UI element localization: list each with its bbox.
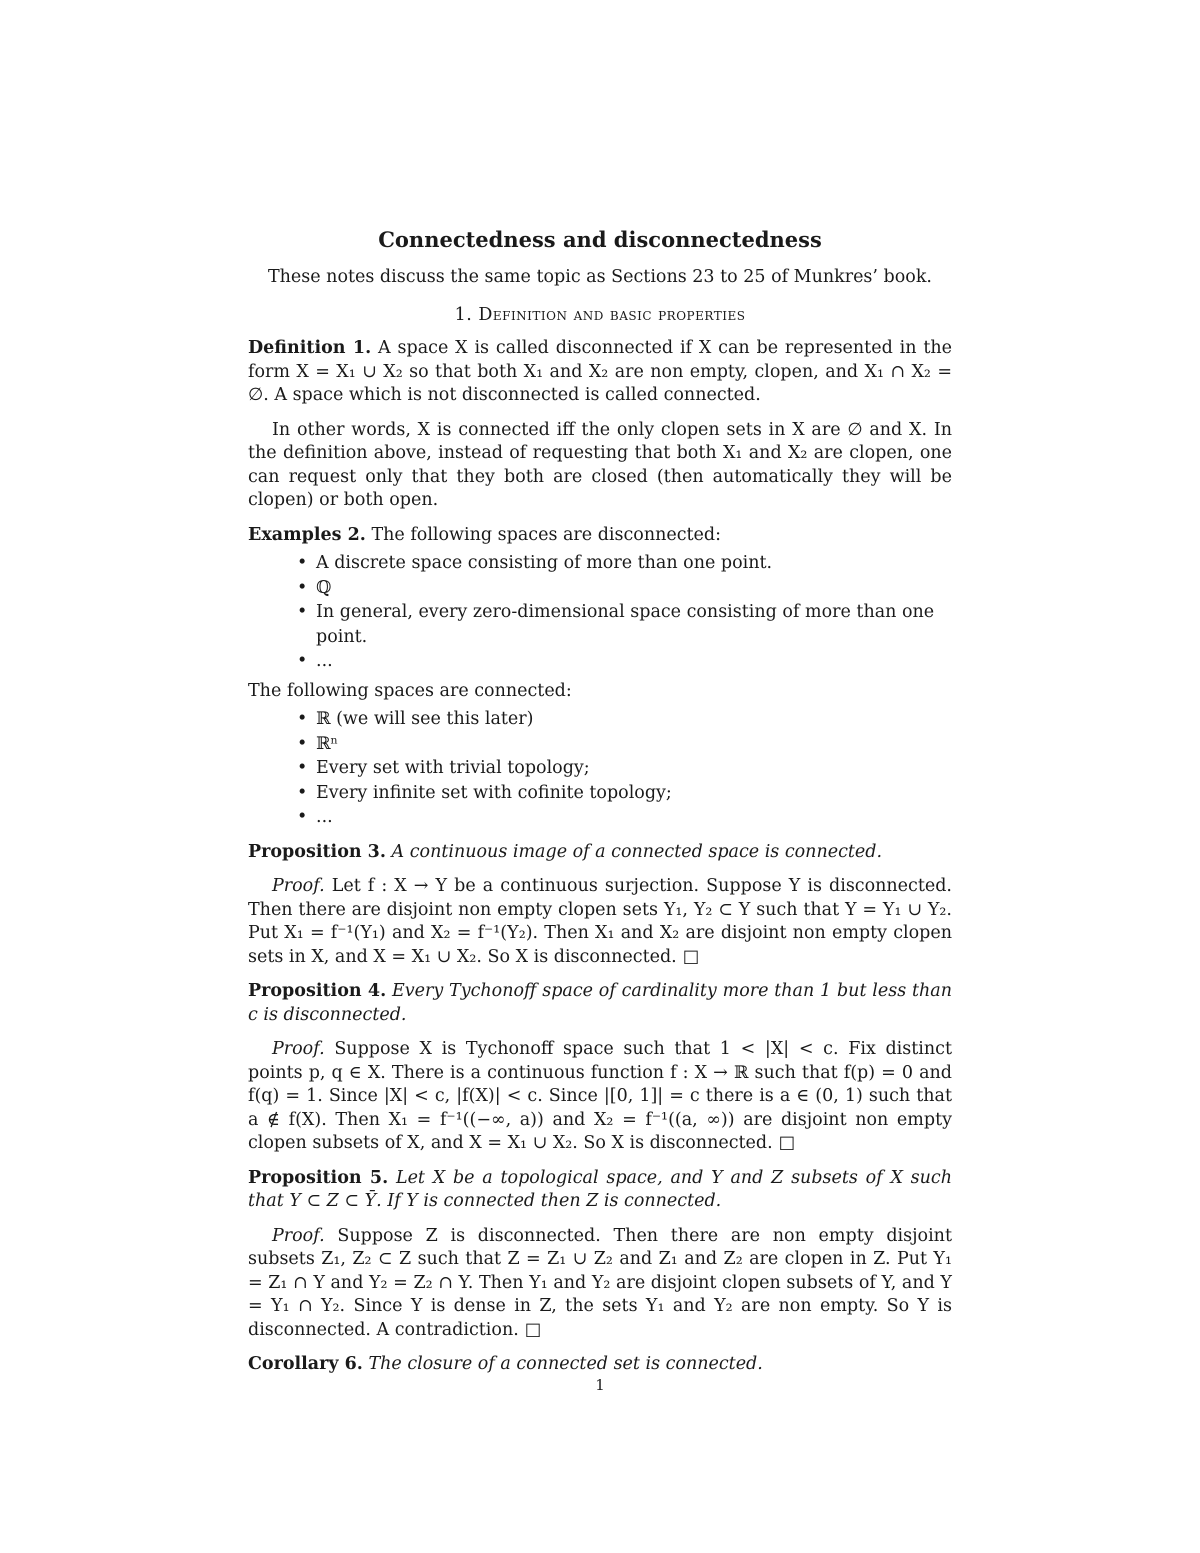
proposition-3 [248,841,952,865]
proposition-5 [248,1167,952,1214]
proof-5 [248,1225,952,1343]
list-item: • Every set with trivial topology; [316,756,952,781]
definition-1-label: Definition 1. [248,338,372,358]
qed-icon: □ [524,1319,542,1340]
intro-text: These notes discuss the same topic as Sections 23 to 25 of Munkres’ book. [267,267,932,287]
list-item: • ℚ [316,576,952,601]
qed-icon: □ [778,1133,796,1153]
section-heading: 1. Definition and basic properties [454,304,746,325]
proof-4 [248,1038,952,1156]
list-item: • ℝ (we will see this later) [316,707,952,732]
list-item: • ... [316,649,952,674]
definition-1-text: A space X is called disconnected if X can be represented in the form X = X₁ ∪ X₂ so that both X₁ and X₂ are non empty, clopen, and X₁ ∩ X₂ = ∅. A space which is not disconnected is called connected. [248,338,952,405]
proof-3-text: Let f : X → Y be a continuous surjection. Suppose Y is disconnected. Then there are disjoint non empty clopen sets Y₁, Y₂ ⊂ Y such that Y = Y₁ ∪ Y₂. Put X₁ = f⁻¹(Y₁) and X₂ = f⁻¹(Y₂). Then X₁ and X₂ are disjoint non empty clopen sets in X, and X = X₁ ∪ X₂. So X is disconnected. [248,876,952,967]
examples-2-label: Examples 2. [248,524,366,545]
disconnected-list [248,551,952,674]
proof-3 [248,875,952,969]
proof-label: Proof. [272,1225,325,1246]
proposition-4-text: Every Tychonoff space of cardinality more than 1 but less than c is disconnected. [248,981,952,1025]
list-item: • ℝⁿ [316,732,952,757]
page-title: Connectedness and disconnectedness [378,227,822,252]
examples-2 [248,524,952,548]
qed-icon: □ [682,946,700,967]
corollary-6-label: Corollary 6. [248,1354,363,1374]
corollary-6-text: The closure of a connected set is connected. [368,1354,763,1374]
examples-2-text: The following spaces are disconnected: [371,524,722,545]
connected-intro: The following spaces are connected: [248,680,572,701]
proposition-5-text: Let X be a topological space, and Y and Z subsets of X such that Y ⊂ Z ⊂ Ȳ. If Y is connected then Z is connected. [248,1167,952,1211]
proof-4-text: Suppose X is Tychonoff space such that 1 < |X| < c. Fix distinct points p, q ∈ X. There is a continuous function f : X → ℝ such that f(p) = 0 and f(q) = 1. Since |X| < c, |f(X)| < c. Since |[0, 1]| = c there is a ∈ (0, 1) such that a ∉ f(X). Then X₁ = f⁻¹((−∞, a)) and X₂ = f⁻¹((a, ∞)) are disjoint non empty clopen subsets of X, and X = X₁ ∪ X₂. So X is disconnected. [248,1039,952,1153]
proposition-3-text: A continuous image of a connected space is connected. [391,841,883,862]
proposition-4-label: Proposition 4. [248,981,387,1001]
proposition-4 [248,980,952,1027]
list-item: • A discrete space consisting of more than one point. [316,551,952,576]
corollary-6 [248,1353,952,1377]
document-page [248,222,952,1394]
proof-5-text: Suppose Z is disconnected. Then there are non empty disjoint subsets Z₁, Z₂ ⊂ Z such that Z = Z₁ ∪ Z₂ and Z₁ and Z₂ are clopen in Z. Put Y₁ = Z₁ ∩ Y and Y₂ = Z₂ ∩ Y. Then Y₁ and Y₂ are disjoint clopen subsets of Y, and Y = Y₁ ∩ Y₂. Since Y is dense in Z, the sets Y₁ and Y₂ are non empty. So Y is disconnected. A contradiction. [248,1225,952,1340]
list-item: • ... [316,805,952,830]
list-item: • In general, every zero-dimensional space consisting of more than one point. [316,600,952,649]
proposition-5-label: Proposition 5. [248,1167,389,1188]
proposition-3-label: Proposition 3. [248,841,386,862]
connected-list [248,707,952,830]
proof-label: Proof. [272,1039,325,1059]
list-item: • Every infinite set with cofinite topology; [316,781,952,806]
proof-label: Proof. [272,876,325,896]
page-number: 1 [595,1376,605,1394]
paragraph-other-words: In other words, X is connected iff the only clopen sets in X are ∅ and X. In the definition above, instead of requesting that both X₁ and X₂ are clopen, one can request only that they both are closed (then automatically they will be clopen) or both open. [248,419,952,510]
definition-1 [248,337,952,408]
